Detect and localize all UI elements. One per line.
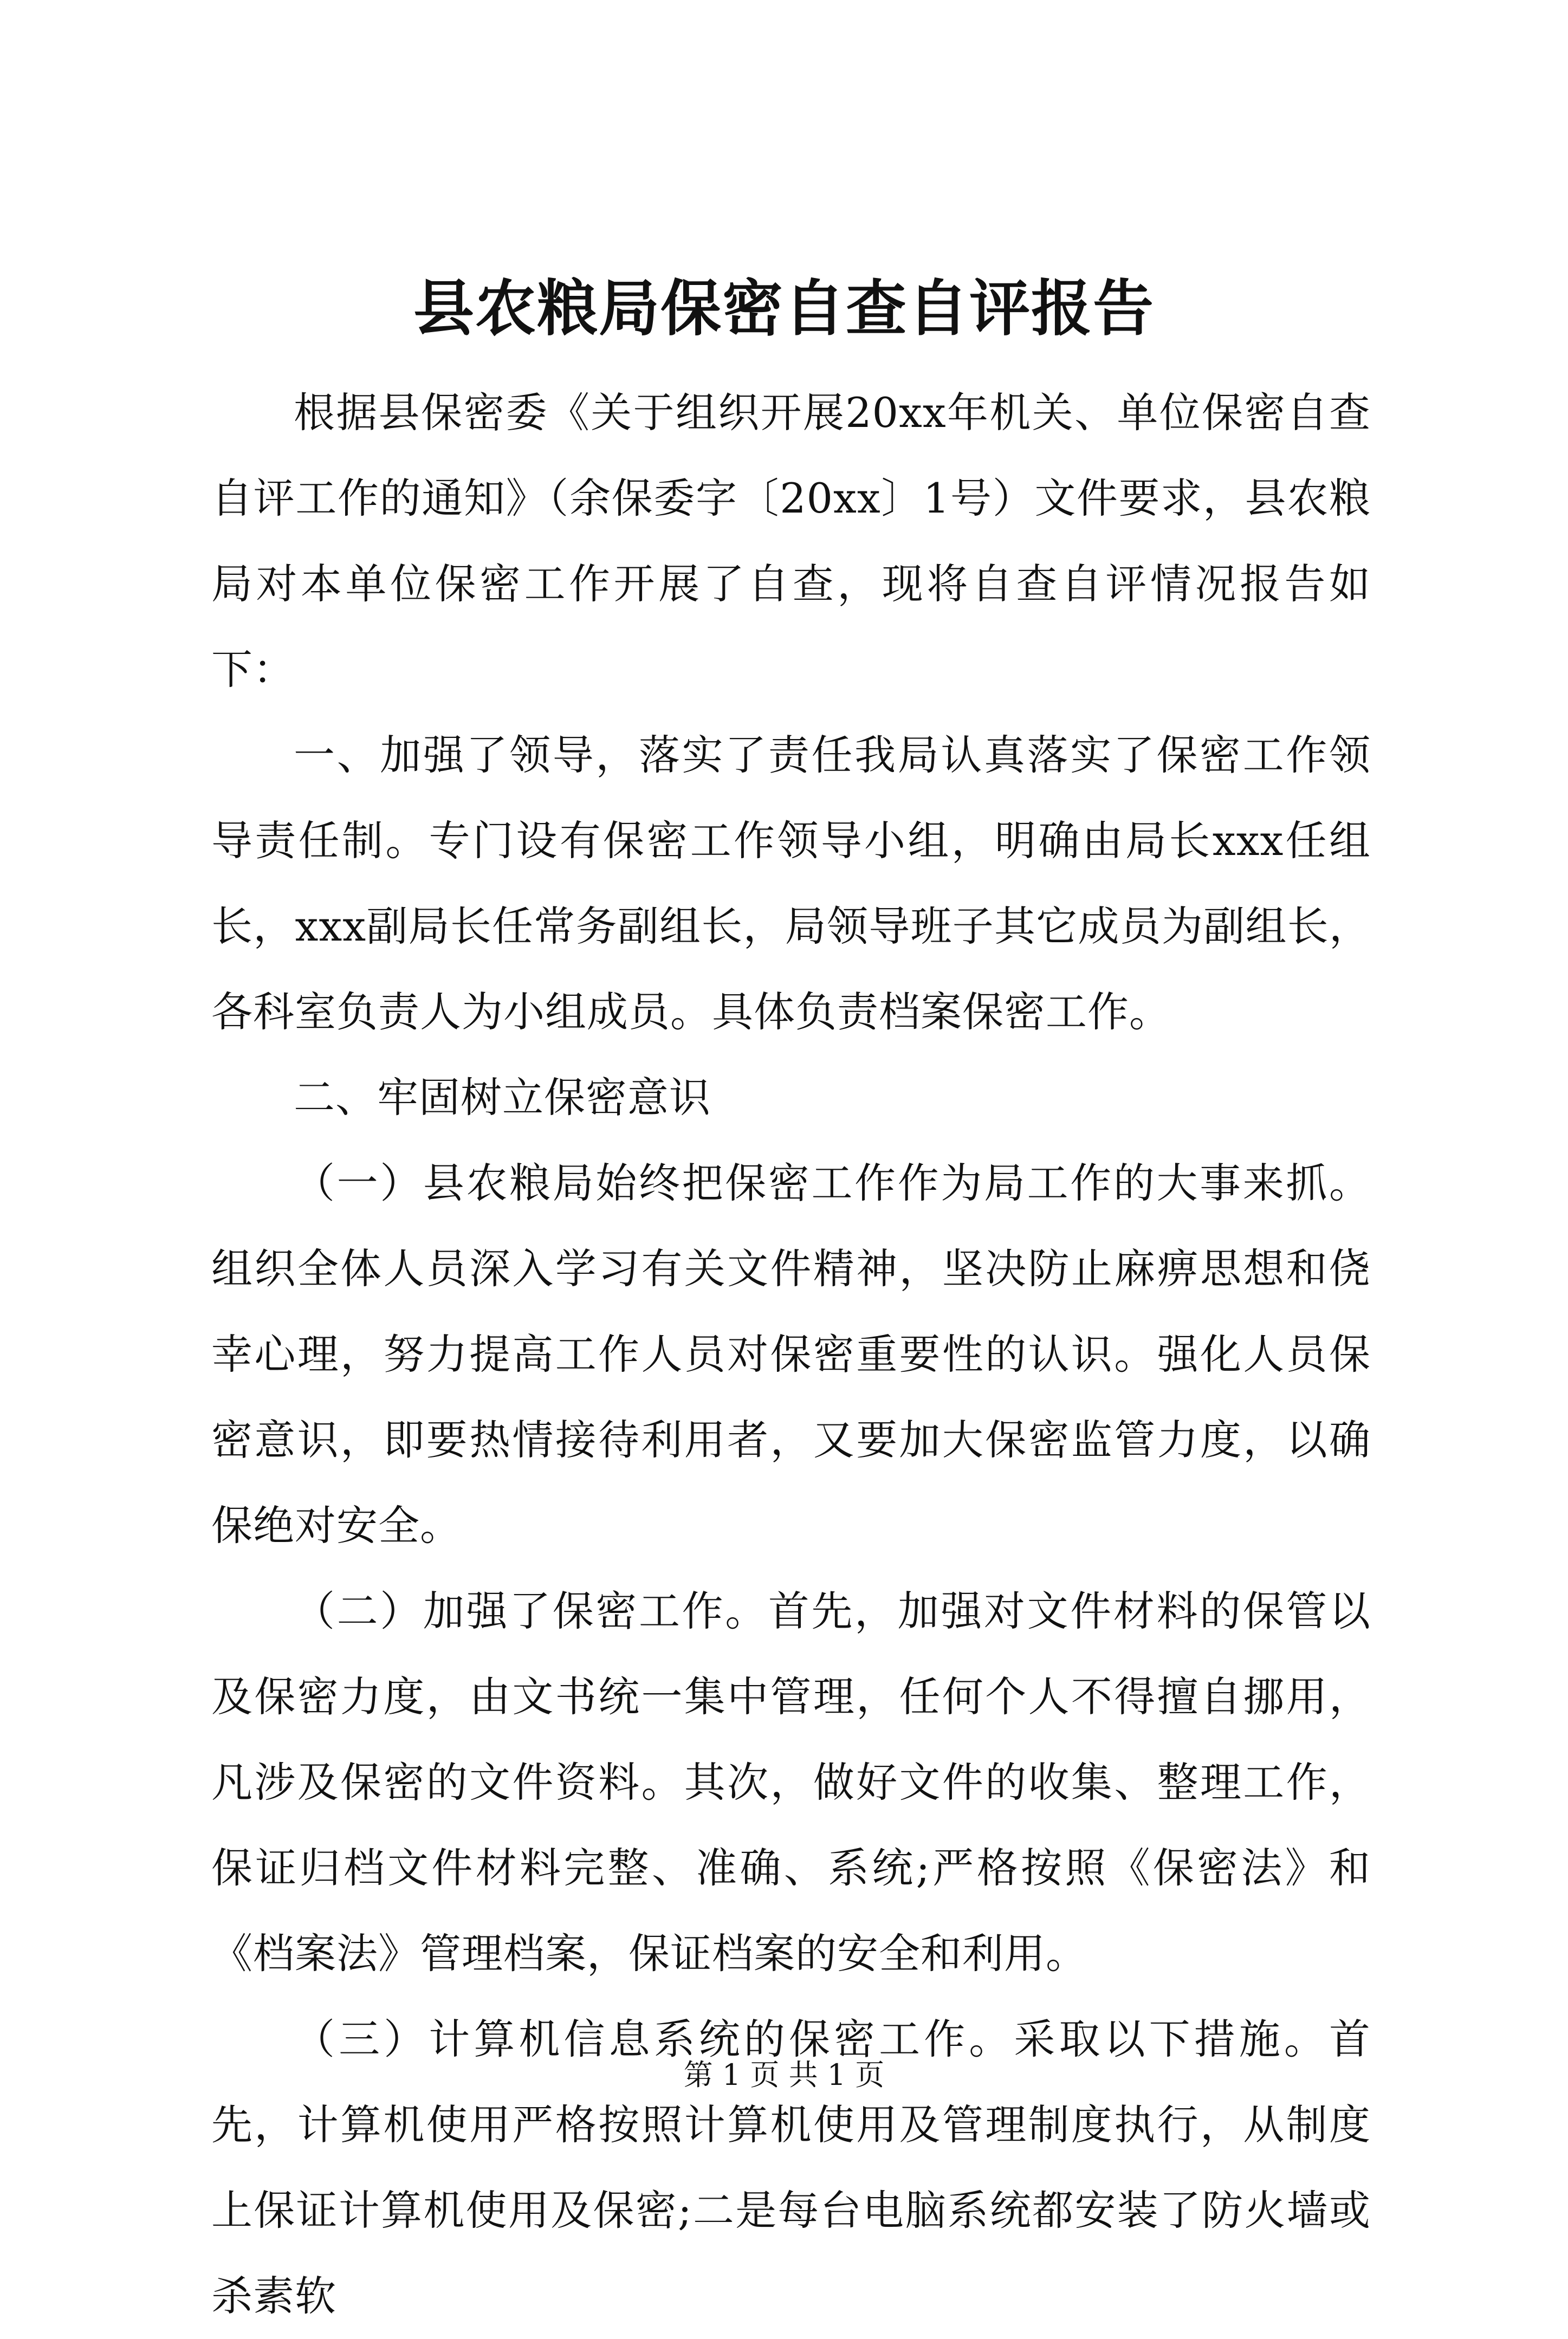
paragraph-item-3: （三）计算机信息系统的保密工作。采取以下措施。首先，计算机使用严格按照计算机使用及管理制度执行，从制度上保证计算机使用及保密;二是每台电脑系统都安装了防火墙或杀素软 <box>211 2015 1371 2320</box>
paragraph-section-2-heading: 二、牢固树立保密意识 <box>294 1073 711 1122</box>
paragraph-intro: 根据县保密委《关于组织开展20xx年机关、单位保密自查自评工作的通知》（余保委字〔20xx〕1号）文件要求，县农粮局对本单位保密工作开展了自查，现将自查自评情况报告如下： <box>211 388 1371 694</box>
paragraph-section-1: 一、加强了领导，落实了责任我局认真落实了保密工作领导责任制。专门设有保密工作领导小组，明确由局长xxx任组长，xxx副局长任常务副组长，局领导班子其它成员为副组长，各科室负责人为小组成员。具体负责档案保密工作。 <box>211 731 1371 1036</box>
paragraph-item-1: （一）县农粮局始终把保密工作作为局工作的大事来抓。组织全体人员深入学习有关文件精神，坚决防止麻痹思想和侥幸心理，努力提高工作人员对保密重要性的认识。强化人员保密意识，即要热情接待利用者，又要加大保密监管力度，以确保绝对安全。 <box>211 1159 1371 1550</box>
paragraph-item-2: （二）加强了保密工作。首先，加强对文件材料的保管以及保密力度，由文书统一集中管理，任何个人不得擅自挪用，凡涉及保密的文件资料。其次，做好文件的收集、整理工作，保证归档文件材料完整、准确、系统;严格按照《保密法》和《档案法》管理档案，保证档案的安全和利用。 <box>211 1587 1371 1978</box>
document-title: 县农粮局保密自查自评报告 <box>413 273 1155 344</box>
document-body <box>211 370 1371 2339</box>
page-number-footer: 第 1 页 共 1 页 <box>683 2058 885 2092</box>
